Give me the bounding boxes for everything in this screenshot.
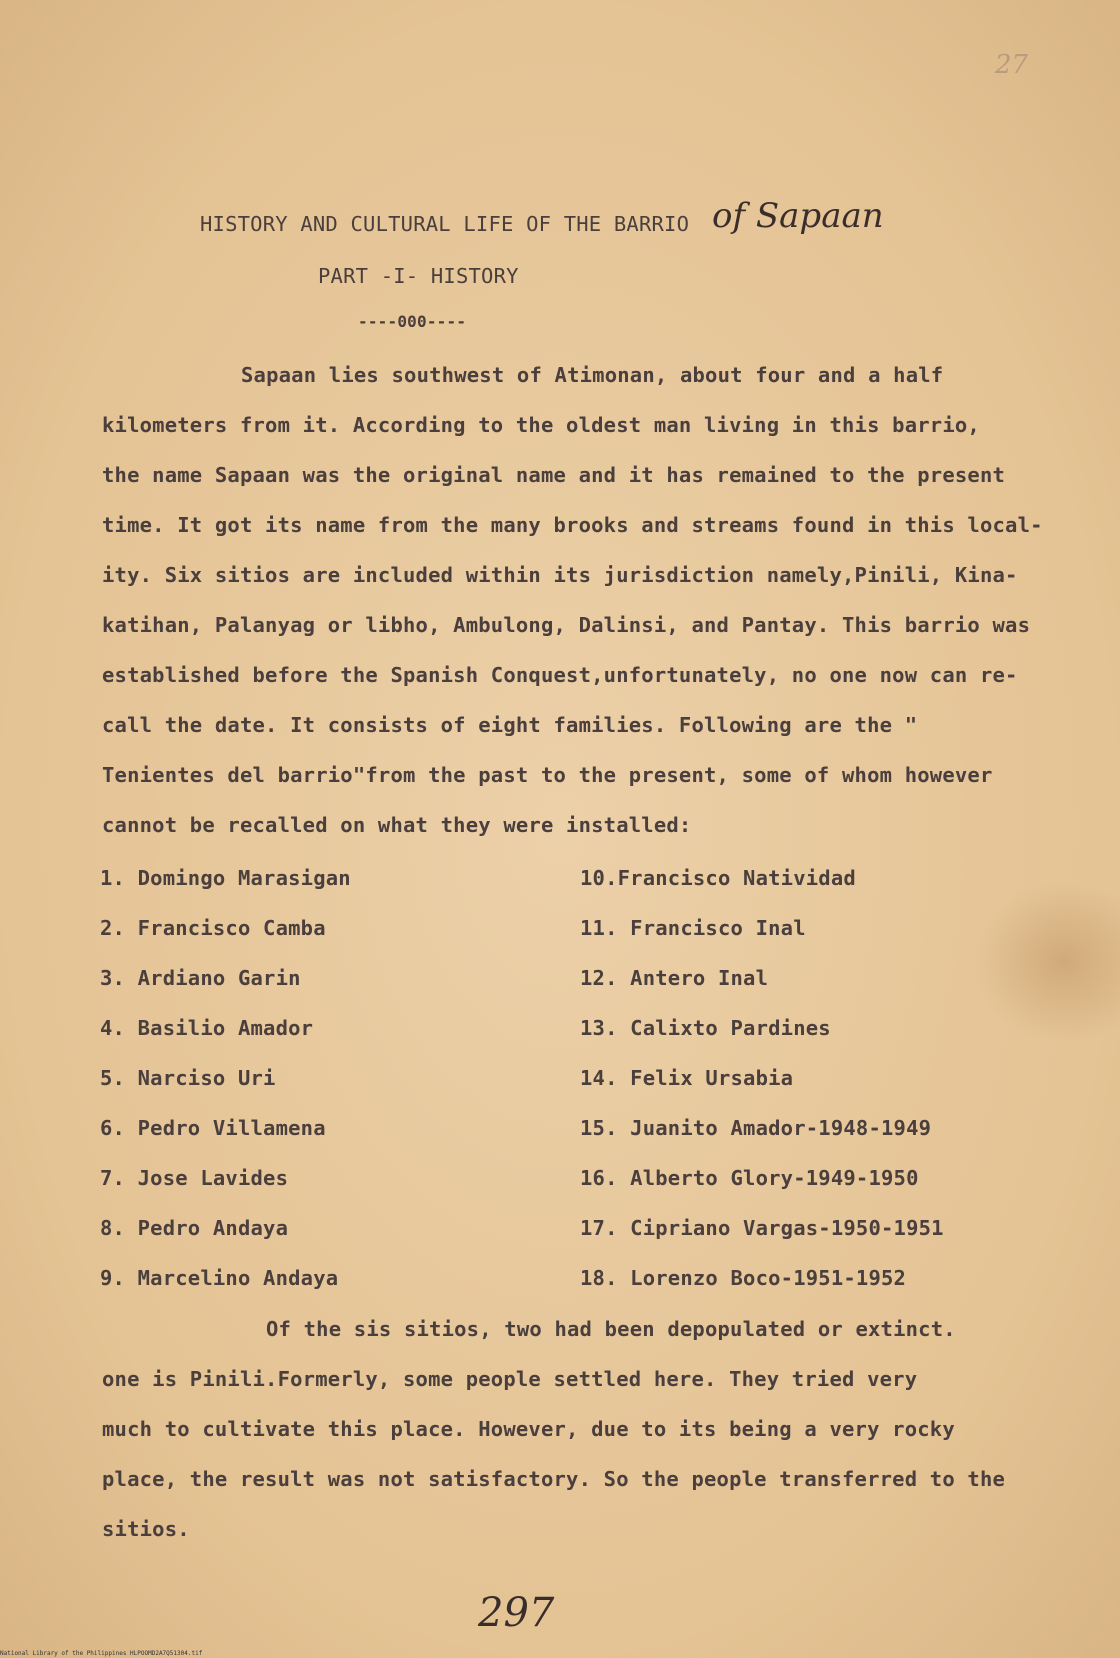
part-heading: PART -I- HISTORY <box>318 264 519 288</box>
paragraph2-line: sitios. <box>102 1517 190 1541</box>
teniente-list-item: 6. Pedro Villamena <box>100 1116 326 1140</box>
paragraph1-line: cannot be recalled on what they were installed: <box>102 813 692 837</box>
teniente-list-item: 15. Juanito Amador-1948-1949 <box>580 1116 932 1140</box>
teniente-list-item: 16. Alberto Glory-1949-1950 <box>580 1166 919 1190</box>
teniente-list-item: 12. Antero Inal <box>580 966 769 990</box>
teniente-list-item: 18. Lorenzo Boco-1951-1952 <box>580 1266 907 1290</box>
teniente-list-item: 10.Francisco Natividad <box>580 866 856 890</box>
paragraph2-line: one is Pinili.Formerly, some people settled here. They tried very <box>102 1367 918 1391</box>
teniente-list-item: 1. Domingo Marasigan <box>100 866 351 890</box>
teniente-list-item: 9. Marcelino Andaya <box>100 1266 339 1290</box>
paragraph1-line: Tenientes del barrio"from the past to the present, some of whom however <box>102 763 993 787</box>
archive-footer: National Library of the Philippines HLPOOMD2A7Q51304.tif <box>0 1650 203 1657</box>
handwritten-page-number: 297 <box>478 1590 555 1636</box>
paragraph2-line: place, the result was not satisfactory. So the people transferred to the <box>102 1467 1006 1491</box>
teniente-list-item: 3. Ardiano Garin <box>100 966 301 990</box>
teniente-list-item: 5. Narciso Uri <box>100 1066 276 1090</box>
paragraph1-line: kilometers from it. According to the oldest man living in this barrio, <box>102 413 980 437</box>
teniente-list-item: 11. Francisco Inal <box>580 916 806 940</box>
teniente-list-item: 7. Jose Lavides <box>100 1166 289 1190</box>
teniente-list-item: 13. Calixto Pardines <box>580 1016 831 1040</box>
paragraph2-line: Of the sis sitios, two had been depopulated or extinct. <box>266 1317 956 1341</box>
separator: ----000---- <box>358 312 467 331</box>
handwritten-barrio-name: of Sapaan <box>712 196 884 236</box>
paragraph1-line: time. It got its name from the many brooks and streams found in this local- <box>102 513 1043 537</box>
paragraph1-line: established before the Spanish Conquest,unfortunately, no one now can re- <box>102 663 1018 687</box>
teniente-list-item: 8. Pedro Andaya <box>100 1216 289 1240</box>
paragraph1-line: ity. Six sitios are included within its jurisdiction namely,Pinili, Kina- <box>102 563 1018 587</box>
teniente-list-item: 2. Francisco Camba <box>100 916 326 940</box>
paragraph1-line: call the date. It consists of eight families. Following are the " <box>102 713 918 737</box>
paragraph2-line: much to cultivate this place. However, due to its being a very rocky <box>102 1417 955 1441</box>
teniente-list-item: 17. Cipriano Vargas-1950-1951 <box>580 1216 944 1240</box>
paragraph1-line: the name Sapaan was the original name and it has remained to the present <box>102 463 1006 487</box>
teniente-list-item: 4. Basilio Amador <box>100 1016 314 1040</box>
document-title: HISTORY AND CULTURAL LIFE OF THE BARRIO <box>200 212 690 236</box>
paragraph1-line: katihan, Palanyag or libho, Ambulong, Dalinsi, and Pantay. This barrio was <box>102 613 1031 637</box>
teniente-list-item: 14. Felix Ursabia <box>580 1066 794 1090</box>
paragraph1-line: Sapaan lies southwest of Atimonan, about four and a half <box>241 363 944 387</box>
corner-page-mark: 27 <box>995 50 1029 80</box>
